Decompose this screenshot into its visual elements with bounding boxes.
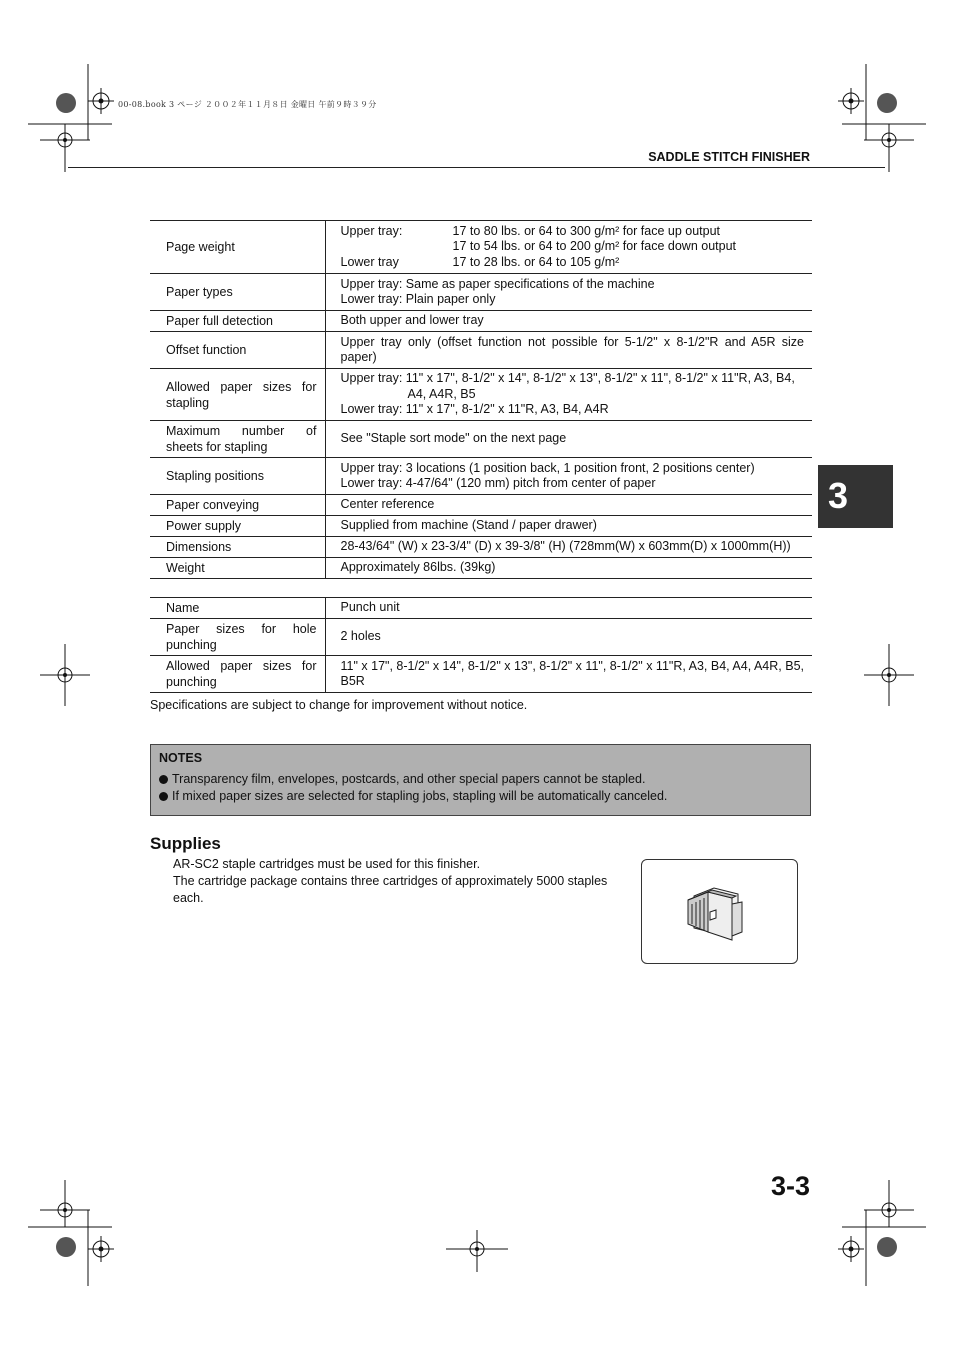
header-rule <box>68 167 885 168</box>
table-row <box>150 495 812 516</box>
tray-key: Upper tray: <box>340 223 403 238</box>
row-value: Center reference <box>325 495 812 516</box>
row-label: Paper types <box>150 274 325 311</box>
table-row <box>150 656 812 693</box>
row-value: 2 holes <box>325 619 812 656</box>
page-number: 3-3 <box>770 1171 810 1201</box>
row-label: Name <box>150 598 325 619</box>
table-row <box>150 619 812 656</box>
table-row <box>150 332 812 369</box>
bullet-icon <box>159 792 168 801</box>
row-value <box>325 369 812 421</box>
note-text: If mixed paper sizes are selected for stapling jobs, stapling will be automatically canceled. <box>172 789 668 803</box>
row-value: 11" x 17", 8-1/2" x 14", 8-1/2" x 13", 8-1/2" x 11", 8-1/2" x 11"R, A3, B4, A4, A4R, B5, B5R <box>325 656 812 693</box>
value-line: Lower tray: Plain paper only <box>340 292 496 306</box>
supplies-line: AR-SC2 staple cartridges must be used for this finisher. <box>173 857 481 871</box>
row-label: Offset function <box>150 332 325 369</box>
row-label: Weight <box>150 558 325 579</box>
tray-val: 17 to 28 lbs. or 64 to 105 g/m² <box>452 254 620 269</box>
table-row <box>150 274 812 311</box>
staple-cartridge-icon <box>642 860 797 963</box>
row-label: Paper full detection <box>150 311 325 332</box>
row-value <box>325 274 812 311</box>
table-row <box>150 369 812 421</box>
row-label: Maximum number of sheets for stapling <box>150 421 325 458</box>
header-title: SADDLE STITCH FINISHER <box>648 150 810 164</box>
table-row <box>150 558 812 579</box>
tray-key: Lower tray <box>340 254 399 269</box>
footnote: Specifications are subject to change for improvement without notice. <box>150 698 528 712</box>
table-row <box>150 458 812 495</box>
tray-val: 17 to 80 lbs. or 64 to 300 g/m² for face up output <box>452 223 721 238</box>
row-value: See "Staple sort mode" on the next page <box>325 421 812 458</box>
staple-cartridge-illustration <box>641 859 798 964</box>
print-info: 00-08.book 3 ページ ２００２年１１月８日 金曜日 午前９時３９分 <box>118 100 377 109</box>
row-value: Upper tray only (offset function not possible for 5-1/2" x 8-1/2"R and A5R size paper) <box>325 332 812 369</box>
spec-table <box>150 220 812 579</box>
punch-table <box>150 597 812 693</box>
row-value <box>325 458 812 495</box>
note-item <box>159 772 645 786</box>
row-label: Allowed paper sizes for punching <box>150 656 325 693</box>
table-row <box>150 537 812 558</box>
row-label: Power supply <box>150 516 325 537</box>
value-line: A4, A4R, B5 <box>407 386 476 401</box>
row-value: Punch unit <box>325 598 812 619</box>
value-line: Upper tray: Same as paper specifications of the machine <box>340 276 655 291</box>
supplies-title: Supplies <box>150 834 221 853</box>
row-label: Allowed paper sizes for stapling <box>150 369 325 421</box>
row-label: Dimensions <box>150 537 325 558</box>
value-line: Lower tray: 11" x 17", 8-1/2" x 11"R, A3, B4, A4R <box>340 402 609 417</box>
table-row <box>150 311 812 332</box>
row-value: 28-43/64" (W) x 23-3/4" (D) x 39-3/8" (H) (728mm(W) x 603mm(D) x 1000mm(H)) <box>325 537 812 558</box>
value-line: Upper tray: 11" x 17", 8-1/2" x 14", 8-1/2" x 13", 8-1/2" x 11", 8-1/2" x 11"R, A3, B4, <box>340 371 795 386</box>
row-value <box>325 221 812 274</box>
row-label: Page weight <box>150 221 325 274</box>
chapter-tab: 3 <box>818 465 893 528</box>
tray-val: 17 to 54 lbs. or 64 to 200 g/m² for face down output <box>452 239 737 254</box>
row-label: Paper conveying <box>150 495 325 516</box>
note-item <box>159 789 667 803</box>
supplies-line: The cartridge package contains three cartridges of approximately 5000 staples each. <box>173 874 608 905</box>
row-label: Paper sizes for hole punching <box>150 619 325 656</box>
notes-title: NOTES <box>159 751 203 765</box>
notes-box <box>150 744 811 816</box>
table-row <box>150 221 812 274</box>
value-line: Lower tray: 4-47/64" (120 mm) pitch from center of paper <box>340 476 656 490</box>
note-text: Transparency film, envelopes, postcards, and other special papers cannot be stapled. <box>172 772 646 786</box>
bullet-icon <box>159 775 168 784</box>
row-value: Approximately 86lbs. (39kg) <box>325 558 812 579</box>
row-label: Stapling positions <box>150 458 325 495</box>
table-row <box>150 516 812 537</box>
supplies-text <box>173 856 633 907</box>
table-row <box>150 598 812 619</box>
row-value: Both upper and lower tray <box>325 311 812 332</box>
table-row <box>150 421 812 458</box>
value-line: Upper tray: 3 locations (1 position back, 1 position front, 2 positions center) <box>340 460 755 475</box>
row-value: Supplied from machine (Stand / paper drawer) <box>325 516 812 537</box>
